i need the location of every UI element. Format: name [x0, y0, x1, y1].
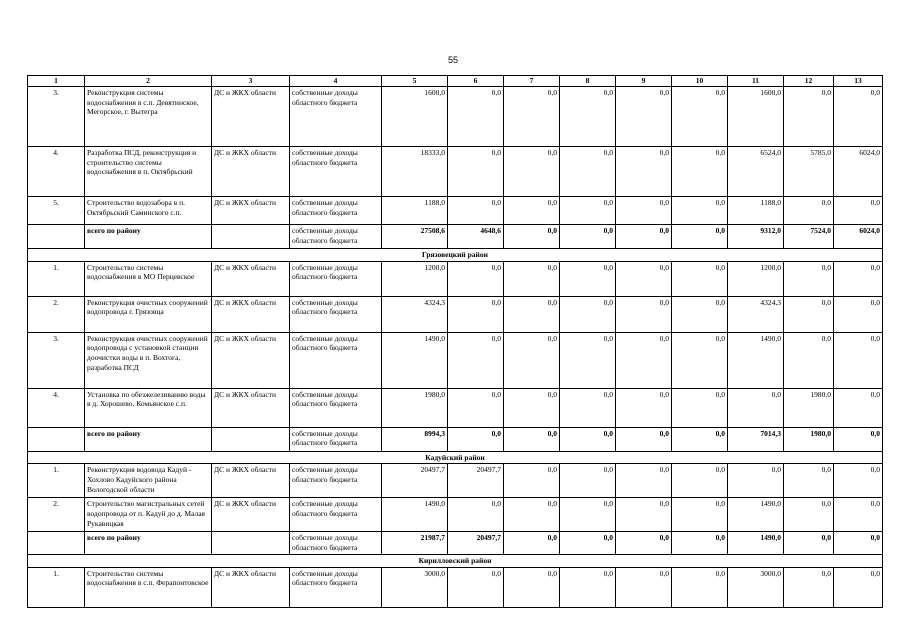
amount-cell: 0,0 [784, 567, 834, 607]
col-header: 7 [504, 76, 560, 87]
amount-cell: 0,0 [834, 86, 883, 146]
col-header: 6 [448, 76, 504, 87]
amount-cell: 0,0 [448, 388, 504, 427]
amount-cell: 0,0 [504, 388, 560, 427]
amount-cell: 1600,0 [382, 86, 448, 146]
item-number: 4. [28, 388, 85, 427]
project-name: Строительство магистральных сетей водопровода от п. Кадуй до д. Малая Рукавицкая [85, 498, 212, 532]
funding-source: собственные доходы областного бюджета [290, 224, 382, 248]
amount-cell: 0,0 [448, 146, 504, 196]
amount-cell: 0,0 [616, 388, 672, 427]
amount-cell: 0,0 [672, 567, 728, 607]
amount-cell: 0,0 [560, 196, 616, 224]
amount-cell: 0,0 [616, 86, 672, 146]
item-number [28, 224, 85, 248]
amount-cell: 0,0 [834, 498, 883, 532]
amount-cell: 3000,0 [382, 567, 448, 607]
funding-source: собственные доходы областного бюджета [290, 296, 382, 332]
amount-cell: 0,0 [834, 296, 883, 332]
amount-cell: 6524,0 [728, 146, 784, 196]
amount-cell: 0,0 [560, 146, 616, 196]
amount-cell: 0,0 [560, 464, 616, 498]
amount-cell: 6024,0 [834, 146, 883, 196]
funding-source: собственные доходы областного бюджета [290, 86, 382, 146]
item-number: 4. [28, 146, 85, 196]
funding-source: собственные доходы областного бюджета [290, 332, 382, 388]
executor: ДС и ЖКХ области [212, 498, 290, 532]
amount-cell: 0,0 [672, 388, 728, 427]
project-name: Строительство системы водоснабжения в с.п. Ферапонтовское [85, 567, 212, 607]
amount-cell: 0,0 [616, 146, 672, 196]
col-header: 4 [290, 76, 382, 87]
funding-source: собственные доходы областного бюджета [290, 388, 382, 427]
amount-cell: 1188,0 [382, 196, 448, 224]
amount-cell: 8994,3 [382, 427, 448, 451]
item-number: 1. [28, 464, 85, 498]
table-row [28, 196, 883, 224]
amount-cell: 0,0 [834, 427, 883, 451]
project-name: Разработка ПСД, реконструкция и строительство системы водоснабжения в п. Октябрьский [85, 146, 212, 196]
project-name: Реконструкция водовода Кадуй - Хохлово Кадуйского района Вологодской области [85, 464, 212, 498]
amount-cell: 0,0 [616, 332, 672, 388]
amount-cell: 0,0 [784, 196, 834, 224]
amount-cell: 0,0 [560, 532, 616, 555]
amount-cell: 0,0 [672, 498, 728, 532]
executor: ДС и ЖКХ области [212, 261, 290, 296]
col-header: 10 [672, 76, 728, 87]
executor: ДС и ЖКХ области [212, 146, 290, 196]
item-number [28, 427, 85, 451]
amount-cell: 0,0 [784, 332, 834, 388]
amount-cell: 1200,0 [728, 261, 784, 296]
amount-cell: 0,0 [672, 261, 728, 296]
amount-cell: 0,0 [784, 498, 834, 532]
funding-source: собственные доходы областного бюджета [290, 567, 382, 607]
amount-cell: 1600,0 [728, 86, 784, 146]
item-number: 1. [28, 567, 85, 607]
amount-cell: 0,0 [504, 146, 560, 196]
amount-cell: 5785,0 [784, 146, 834, 196]
amount-cell: 0,0 [560, 427, 616, 451]
funding-source: собственные доходы областного бюджета [290, 261, 382, 296]
amount-cell: 0,0 [448, 296, 504, 332]
amount-cell: 0,0 [672, 464, 728, 498]
total-label: всего по району [85, 224, 212, 248]
executor [212, 427, 290, 451]
amount-cell: 4648,6 [448, 224, 504, 248]
amount-cell: 1200,0 [382, 261, 448, 296]
project-name: Реконструкция системы водоснабжения в с.п. Девятинское, Мегорское, г. Вытегра [85, 86, 212, 146]
table-row [28, 146, 883, 196]
amount-cell: 20497,7 [382, 464, 448, 498]
table-row [28, 296, 883, 332]
executor: ДС и ЖКХ области [212, 296, 290, 332]
amount-cell: 0,0 [504, 296, 560, 332]
col-header: 1 [28, 76, 85, 87]
amount-cell: 0,0 [504, 532, 560, 555]
amount-cell: 0,0 [834, 388, 883, 427]
executor [212, 224, 290, 248]
project-name: Строительство водозабора в п. Октябрьский Саминского с.п. [85, 196, 212, 224]
amount-cell: 7014,3 [728, 427, 784, 451]
col-header: 2 [85, 76, 212, 87]
amount-cell: 0,0 [504, 86, 560, 146]
amount-cell: 9312,0 [728, 224, 784, 248]
amount-cell: 1980,0 [784, 427, 834, 451]
table-row [28, 261, 883, 296]
amount-cell: 0,0 [672, 224, 728, 248]
amount-cell: 4324,3 [728, 296, 784, 332]
page-number: 55 [447, 55, 458, 65]
amount-cell: 0,0 [834, 532, 883, 555]
amount-cell: 1980,0 [382, 388, 448, 427]
funding-source: собственные доходы областного бюджета [290, 146, 382, 196]
amount-cell: 3000,0 [728, 567, 784, 607]
col-header: 12 [784, 76, 834, 87]
amount-cell: 0,0 [448, 196, 504, 224]
executor: ДС и ЖКХ области [212, 388, 290, 427]
amount-cell: 0,0 [504, 196, 560, 224]
item-number: 1. [28, 261, 85, 296]
amount-cell: 1490,0 [728, 532, 784, 555]
district-total-row [28, 224, 883, 248]
amount-cell: 0,0 [448, 86, 504, 146]
amount-cell: 20497,7 [448, 464, 504, 498]
district-total-row [28, 532, 883, 555]
amount-cell: 0,0 [834, 464, 883, 498]
district-name: Грязовецкий район [28, 248, 883, 261]
amount-cell: 0,0 [672, 86, 728, 146]
amount-cell: 1490,0 [382, 498, 448, 532]
amount-cell: 1490,0 [382, 332, 448, 388]
amount-cell: 0,0 [834, 332, 883, 388]
col-header: 9 [616, 76, 672, 87]
amount-cell: 6024,0 [834, 224, 883, 248]
amount-cell: 0,0 [834, 567, 883, 607]
district-name: Кадуйский район [28, 451, 883, 464]
amount-cell: 0,0 [560, 86, 616, 146]
amount-cell: 0,0 [784, 86, 834, 146]
amount-cell: 0,0 [672, 427, 728, 451]
amount-cell: 0,0 [616, 464, 672, 498]
amount-cell: 0,0 [616, 224, 672, 248]
amount-cell: 0,0 [504, 567, 560, 607]
amount-cell: 0,0 [834, 261, 883, 296]
amount-cell: 0,0 [448, 498, 504, 532]
table-row [28, 498, 883, 532]
amount-cell: 0,0 [560, 388, 616, 427]
amount-cell: 0,0 [560, 567, 616, 607]
amount-cell: 20497,7 [448, 532, 504, 555]
col-header: 13 [834, 76, 883, 87]
amount-cell: 1490,0 [728, 498, 784, 532]
amount-cell: 0,0 [448, 427, 504, 451]
table-row [28, 86, 883, 146]
funding-source: собственные доходы областного бюджета [290, 464, 382, 498]
item-number [28, 532, 85, 555]
district-name: Кирилловский район [28, 554, 883, 567]
project-name: Реконструкция очистных сооружений водопровода с установкой станции доочистки воды в п. Вохтога, разработка ПСД [85, 332, 212, 388]
table-row [28, 567, 883, 607]
amount-cell: 0,0 [728, 388, 784, 427]
amount-cell: 0,0 [560, 498, 616, 532]
amount-cell: 0,0 [448, 261, 504, 296]
item-number: 2. [28, 498, 85, 532]
column-number-row [28, 76, 883, 87]
executor: ДС и ЖКХ области [212, 567, 290, 607]
col-header: 3 [212, 76, 290, 87]
amount-cell: 0,0 [672, 296, 728, 332]
item-number: 3. [28, 86, 85, 146]
amount-cell: 7524,0 [784, 224, 834, 248]
amount-cell: 0,0 [504, 498, 560, 532]
amount-cell: 18333,0 [382, 146, 448, 196]
col-header: 11 [728, 76, 784, 87]
table-row [28, 464, 883, 498]
executor: ДС и ЖКХ области [212, 196, 290, 224]
total-label: всего по району [85, 427, 212, 451]
amount-cell: 0,0 [784, 296, 834, 332]
amount-cell: 0,0 [784, 532, 834, 555]
project-name: Строительство системы водоснабжения в МО Перцевское [85, 261, 212, 296]
executor: ДС и ЖКХ области [212, 464, 290, 498]
project-name: Установка по обезжелезиванию воды в д. Хорошево, Комьянское с.п. [85, 388, 212, 427]
col-header: 8 [560, 76, 616, 87]
district-header-row [28, 451, 883, 464]
amount-cell: 0,0 [560, 224, 616, 248]
table-row [28, 332, 883, 388]
amount-cell: 1980,0 [784, 388, 834, 427]
executor: ДС и ЖКХ области [212, 86, 290, 146]
amount-cell: 1490,0 [728, 332, 784, 388]
amount-cell: 0,0 [504, 464, 560, 498]
amount-cell: 0,0 [560, 261, 616, 296]
executor [212, 532, 290, 555]
amount-cell: 0,0 [448, 332, 504, 388]
amount-cell: 27508,6 [382, 224, 448, 248]
funding-source: собственные доходы областного бюджета [290, 427, 382, 451]
executor: ДС и ЖКХ области [212, 332, 290, 388]
district-header-row [28, 554, 883, 567]
table-body [28, 86, 883, 607]
funding-source: собственные доходы областного бюджета [290, 498, 382, 532]
amount-cell: 0,0 [448, 567, 504, 607]
amount-cell: 0,0 [834, 196, 883, 224]
total-label: всего по району [85, 532, 212, 555]
amount-cell: 0,0 [616, 196, 672, 224]
item-number: 5. [28, 196, 85, 224]
funding-source: собственные доходы областного бюджета [290, 196, 382, 224]
amount-cell: 0,0 [616, 498, 672, 532]
amount-cell: 0,0 [560, 296, 616, 332]
amount-cell: 0,0 [616, 296, 672, 332]
amount-cell: 0,0 [672, 332, 728, 388]
item-number: 2. [28, 296, 85, 332]
amount-cell: 0,0 [784, 261, 834, 296]
budget-table [27, 75, 883, 608]
amount-cell: 1188,0 [728, 196, 784, 224]
amount-cell: 0,0 [728, 464, 784, 498]
amount-cell: 0,0 [504, 261, 560, 296]
item-number: 3. [28, 332, 85, 388]
amount-cell: 0,0 [504, 332, 560, 388]
amount-cell: 0,0 [616, 261, 672, 296]
amount-cell: 0,0 [784, 464, 834, 498]
district-header-row [28, 248, 883, 261]
amount-cell: 0,0 [504, 427, 560, 451]
amount-cell: 21987,7 [382, 532, 448, 555]
table-row [28, 388, 883, 427]
amount-cell: 0,0 [560, 332, 616, 388]
funding-source: собственные доходы областного бюджета [290, 532, 382, 555]
project-name: Реконструкция очистных сооружений водопровода г. Грязовца [85, 296, 212, 332]
district-total-row [28, 427, 883, 451]
amount-cell: 0,0 [616, 427, 672, 451]
amount-cell: 0,0 [504, 224, 560, 248]
amount-cell: 4324,3 [382, 296, 448, 332]
amount-cell: 0,0 [672, 196, 728, 224]
col-header: 5 [382, 76, 448, 87]
amount-cell: 0,0 [616, 532, 672, 555]
amount-cell: 0,0 [672, 532, 728, 555]
amount-cell: 0,0 [672, 146, 728, 196]
amount-cell: 0,0 [616, 567, 672, 607]
